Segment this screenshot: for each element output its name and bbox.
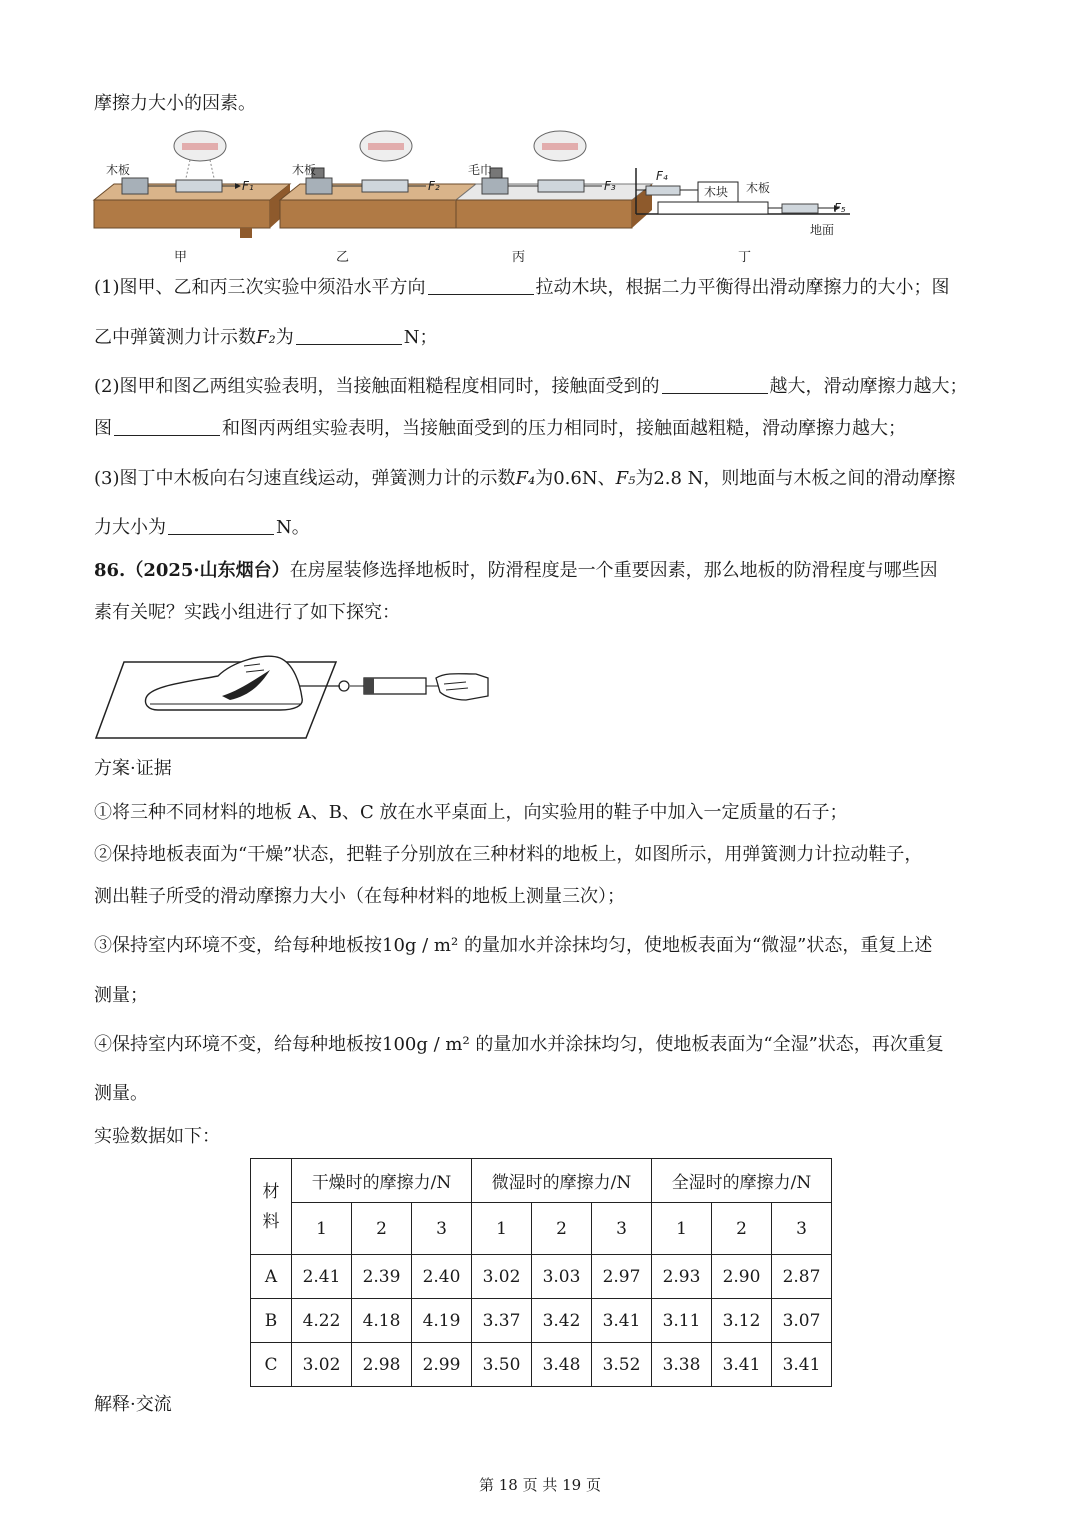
question-3-line-2: 力大小为 N。 bbox=[94, 517, 310, 538]
mukuai-label: 木块 bbox=[704, 185, 729, 199]
table-row bbox=[251, 1343, 832, 1387]
value-cell: 3.37 bbox=[472, 1299, 532, 1343]
section-scheme-evidence: 方案·证据 bbox=[94, 758, 172, 779]
muban-label-4: 木板 bbox=[746, 181, 771, 195]
step-4-line-2: 测量。 bbox=[94, 1083, 148, 1104]
answer-blank-1[interactable] bbox=[428, 276, 534, 295]
question-2-line-2: 图 和图丙两组实验表明，当接触面受到的压力相同时，接触面越粗糙，滑动摩擦力越大； bbox=[94, 418, 906, 439]
value-cell: 3.07 bbox=[772, 1299, 832, 1343]
muban-label-1: 木板 bbox=[106, 163, 131, 177]
table-header-row-2 bbox=[251, 1203, 832, 1255]
force-f3: F₃ bbox=[604, 179, 616, 193]
value-cell: 3.11 bbox=[652, 1299, 712, 1343]
value-cell: 2.99 bbox=[412, 1343, 472, 1387]
intro-tail: 摩擦力大小的因素。 bbox=[94, 93, 256, 114]
value-cell: 3.03 bbox=[532, 1255, 592, 1299]
trial-header: 2 bbox=[712, 1203, 772, 1255]
value-cell: 3.41 bbox=[772, 1343, 832, 1387]
section-explain-exchange: 解释·交流 bbox=[94, 1394, 172, 1415]
question-1-line-1: (1)图甲、乙和丙三次实验中须沿水平方向 拉动木块，根据二力平衡得出滑动摩擦力的大小；图 bbox=[94, 277, 950, 298]
label-ding: 丁 bbox=[738, 250, 752, 265]
label-bing: 丙 bbox=[512, 250, 526, 265]
group-header-dry: 干燥时的摩擦力/N bbox=[292, 1159, 472, 1203]
trial-header: 1 bbox=[652, 1203, 712, 1255]
value-cell: 3.42 bbox=[532, 1299, 592, 1343]
question-1-line-2: 乙中弹簧测力计示数F₂为 N； bbox=[94, 327, 438, 348]
value-cell: 2.98 bbox=[352, 1343, 412, 1387]
question-3-line-1: (3)图丁中木板向右匀速直线运动，弹簧测力计的示数F₄为0.6N、F₅为2.8 N，则地面与木板之间的滑动摩擦 bbox=[94, 468, 956, 489]
shoe-spring-scale-figure bbox=[94, 640, 494, 744]
value-cell: 4.22 bbox=[292, 1299, 352, 1343]
value-cell: 2.90 bbox=[712, 1255, 772, 1299]
friction-experiment-figure bbox=[90, 128, 870, 268]
label-jia: 甲 bbox=[174, 250, 188, 265]
step-3-line-1: ③保持室内环境不变，给每种地板按10g / m² 的量加水并涂抹均匀，使地板表面为“微湿”状态，重复上述 bbox=[94, 935, 933, 956]
value-cell: 3.48 bbox=[532, 1343, 592, 1387]
answer-blank-5[interactable] bbox=[168, 516, 274, 535]
var-f4: F₄ bbox=[515, 468, 536, 489]
value-cell: 3.41 bbox=[712, 1343, 772, 1387]
value-cell: 2.87 bbox=[772, 1255, 832, 1299]
value-cell: 4.18 bbox=[352, 1299, 412, 1343]
value-cell: 2.39 bbox=[352, 1255, 412, 1299]
setup-bing bbox=[456, 131, 652, 228]
dimian-label: 地面 bbox=[810, 223, 835, 237]
trial-header: 2 bbox=[532, 1203, 592, 1255]
trial-header: 3 bbox=[592, 1203, 652, 1255]
force-f2: F₂ bbox=[428, 179, 440, 193]
table-row bbox=[251, 1299, 832, 1343]
setup-yi bbox=[280, 131, 476, 228]
problem-86-stem-2: 素有关呢？实践小组进行了如下探究： bbox=[94, 602, 400, 623]
value-cell: 2.97 bbox=[592, 1255, 652, 1299]
force-f5: F₅ bbox=[834, 201, 846, 215]
step-1: ①将三种不同材料的地板 A、B、C 放在水平桌面上，向实验用的鞋子中加入一定质量的石子； bbox=[94, 802, 848, 823]
problem-86-stem-1: 86.（2025·山东烟台）在房屋装修选择地板时，防滑程度是一个重要因素，那么地板的防滑程度与哪些因 bbox=[94, 560, 938, 581]
value-cell: 3.02 bbox=[472, 1255, 532, 1299]
material-cell: B bbox=[251, 1299, 292, 1343]
trial-header: 1 bbox=[292, 1203, 352, 1255]
answer-blank-3[interactable] bbox=[662, 375, 768, 394]
value-cell: 3.50 bbox=[472, 1343, 532, 1387]
trial-header: 3 bbox=[772, 1203, 832, 1255]
material-cell: A bbox=[251, 1255, 292, 1299]
muban-label-2: 木板 bbox=[292, 163, 317, 177]
problem-number: 86.（2025·山东烟台） bbox=[94, 560, 290, 581]
var-f5: F₅ bbox=[615, 468, 636, 489]
step-2-line-2: 测出鞋子所受的滑动摩擦力大小（在每种材料的地板上测量三次）； bbox=[94, 886, 625, 907]
friction-data-table bbox=[250, 1158, 832, 1387]
question-2-line-1: (2)图甲和图乙两组实验表明，当接触面粗糙程度相同时，接触面受到的 越大，滑动摩擦力越大； bbox=[94, 376, 968, 397]
value-cell: 2.41 bbox=[292, 1255, 352, 1299]
trial-header: 3 bbox=[412, 1203, 472, 1255]
data-intro: 实验数据如下： bbox=[94, 1126, 220, 1147]
trial-header: 2 bbox=[352, 1203, 412, 1255]
force-f1: F₁ bbox=[242, 179, 254, 193]
value-cell: 4.19 bbox=[412, 1299, 472, 1343]
step-3-line-2: 测量； bbox=[94, 985, 148, 1006]
group-header-slightly-wet: 微湿时的摩擦力/N bbox=[472, 1159, 652, 1203]
material-cell: C bbox=[251, 1343, 292, 1387]
step-4-line-1: ④保持室内环境不变，给每种地板按100g / m² 的量加水并涂抹均匀，使地板表面为“全湿”状态，再次重复 bbox=[94, 1034, 944, 1055]
table-header-row-1 bbox=[251, 1159, 832, 1203]
setup-jia bbox=[94, 131, 290, 238]
value-cell: 3.38 bbox=[652, 1343, 712, 1387]
trial-header: 1 bbox=[472, 1203, 532, 1255]
value-cell: 3.12 bbox=[712, 1299, 772, 1343]
setup-ding bbox=[636, 168, 850, 237]
force-f4: F₄ bbox=[656, 169, 668, 183]
value-cell: 2.40 bbox=[412, 1255, 472, 1299]
maojin-label: 毛巾 bbox=[468, 163, 493, 177]
table-row bbox=[251, 1255, 832, 1299]
value-cell: 3.52 bbox=[592, 1343, 652, 1387]
answer-blank-4[interactable] bbox=[114, 417, 220, 436]
page-footer: 第 18 页 共 19 页 bbox=[478, 1476, 601, 1494]
step-2-line-1: ②保持地板表面为“干燥”状态，把鞋子分别放在三种材料的地板上，如图所示，用弹簧测力计拉动鞋子， bbox=[94, 844, 923, 865]
value-cell: 3.41 bbox=[592, 1299, 652, 1343]
var-f2: F₂ bbox=[256, 327, 276, 348]
value-cell: 3.02 bbox=[292, 1343, 352, 1387]
label-yi: 乙 bbox=[336, 250, 350, 265]
value-cell: 2.93 bbox=[652, 1255, 712, 1299]
group-header-fully-wet: 全湿时的摩擦力/N bbox=[652, 1159, 832, 1203]
answer-blank-2[interactable] bbox=[296, 326, 402, 345]
table-corner: 材 料 bbox=[251, 1159, 292, 1255]
